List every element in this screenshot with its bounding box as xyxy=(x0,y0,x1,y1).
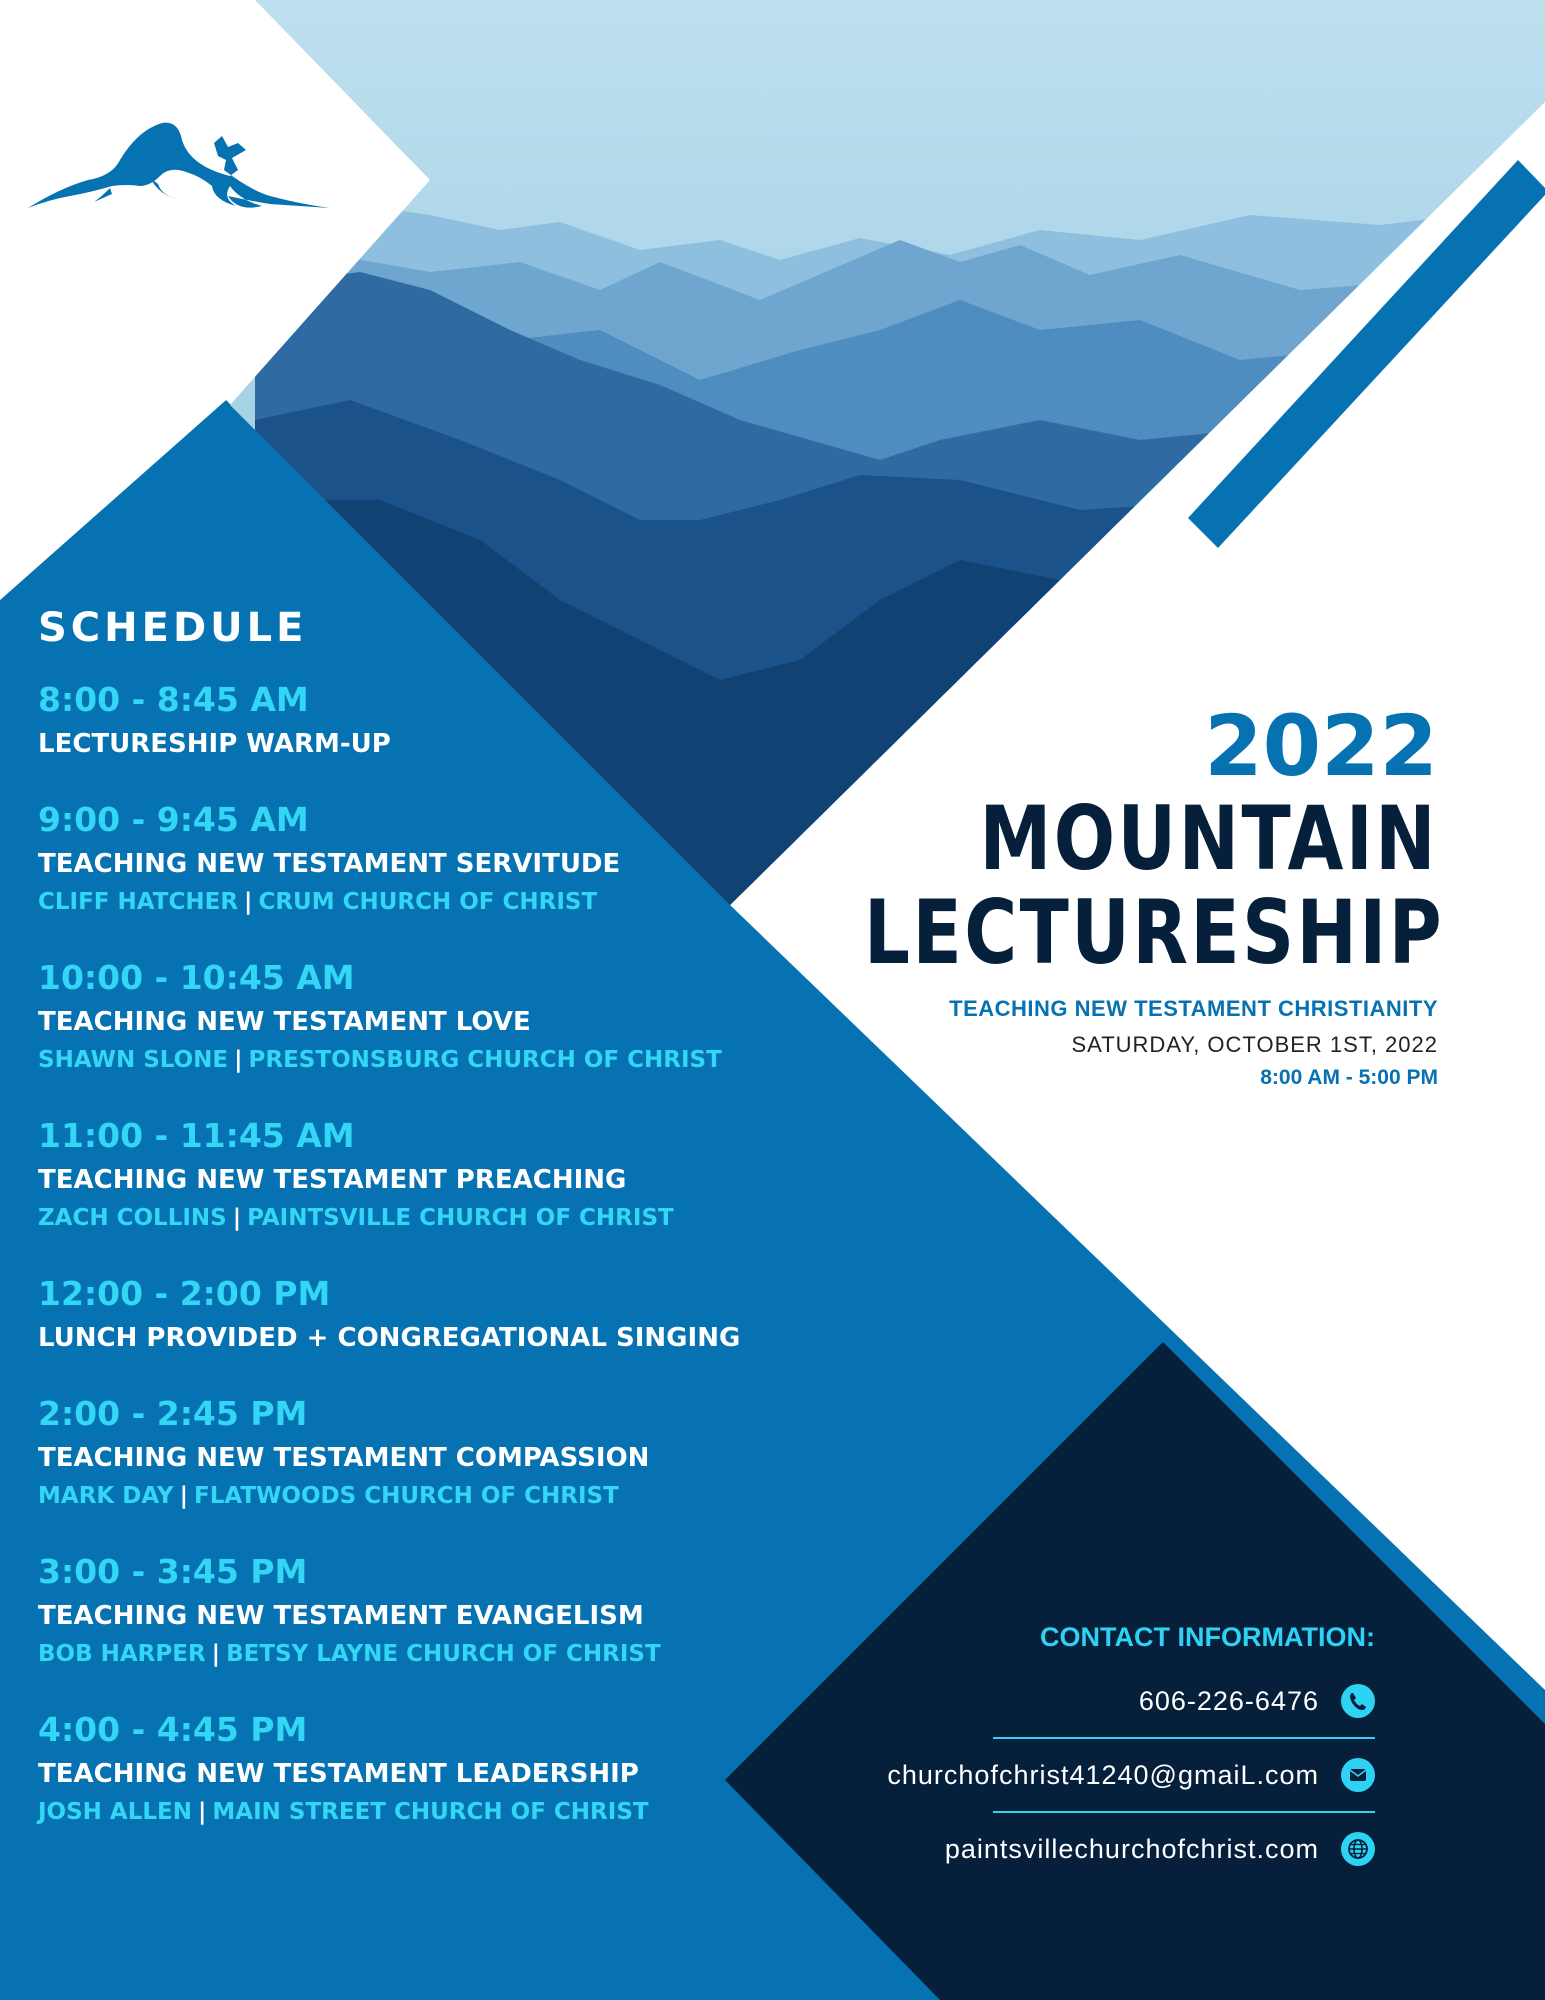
separator: | xyxy=(198,1799,207,1825)
contact-section xyxy=(815,1622,1375,1871)
schedule-slot xyxy=(38,1709,798,1829)
phone-icon xyxy=(1341,1684,1375,1718)
separator: | xyxy=(232,1205,242,1231)
slot-topic: TEACHING NEW TESTAMENT SERVITUDE xyxy=(38,849,621,879)
event-title-line1: MOUNTAIN xyxy=(979,787,1438,890)
schedule-slot xyxy=(38,1115,798,1235)
slot-speaker xyxy=(38,1201,798,1235)
speaker-name: CLIFF HATCHER xyxy=(38,889,239,915)
slot-topic: TEACHING NEW TESTAMENT PREACHING xyxy=(38,1165,627,1195)
slot-time: 9:00 - 9:45 AM xyxy=(38,800,309,839)
event-title-line2: LECTURESHIP xyxy=(864,881,1445,984)
slot-topic: LUNCH PROVIDED + CONGREGATIONAL SINGING xyxy=(38,1323,741,1353)
slot-time: 3:00 - 3:45 PM xyxy=(38,1552,308,1591)
event-hours: 8:00 AM - 5:00 PM xyxy=(1260,1066,1438,1089)
speaker-name: BOB HARPER xyxy=(38,1641,206,1667)
globe-icon xyxy=(1341,1832,1375,1866)
slot-speaker xyxy=(38,885,798,919)
slot-time: 11:00 - 11:45 AM xyxy=(38,1116,355,1155)
contact-divider xyxy=(993,1737,1375,1739)
slot-time: 12:00 - 2:00 PM xyxy=(38,1274,331,1313)
slot-speaker xyxy=(38,1637,798,1671)
schedule-slot xyxy=(38,1393,798,1513)
event-title-block xyxy=(738,697,1445,1090)
slot-topic: TEACHING NEW TESTAMENT LEADERSHIP xyxy=(38,1759,639,1789)
church-name: FLATWOODS CHURCH OF CHRIST xyxy=(193,1483,619,1509)
slot-speaker xyxy=(38,1479,798,1513)
contact-phone-row xyxy=(815,1679,1375,1723)
contact-heading: CONTACT INFORMATION: xyxy=(1040,1622,1375,1652)
schedule-slot xyxy=(38,679,798,761)
phone-number[interactable]: 606-226-6476 xyxy=(1138,1685,1319,1716)
schedule-slot xyxy=(38,1551,798,1671)
separator: | xyxy=(179,1483,188,1509)
church-name: CRUM CHURCH OF CHRIST xyxy=(258,889,598,915)
slot-time: 2:00 - 2:45 PM xyxy=(38,1394,308,1433)
separator: | xyxy=(234,1047,243,1073)
schedule-slot xyxy=(38,957,798,1077)
event-year: 2022 xyxy=(1204,697,1438,795)
separator: | xyxy=(244,889,253,915)
speaker-name: ZACH COLLINS xyxy=(38,1205,227,1231)
event-date: SATURDAY, OCTOBER 1ST, 2022 xyxy=(1071,1032,1438,1057)
email-address[interactable]: churchofchrist41240@gmaiL.com xyxy=(887,1759,1319,1790)
slot-speaker xyxy=(38,1043,798,1077)
contact-website-row xyxy=(815,1827,1375,1871)
speaker-name: JOSH ALLEN xyxy=(38,1799,193,1825)
event-subtitle: TEACHING NEW TESTAMENT CHRISTIANITY xyxy=(949,996,1438,1021)
church-name: PAINTSVILLE CHURCH OF CHRIST xyxy=(247,1205,674,1231)
church-name: PRESTONSBURG CHURCH OF CHRIST xyxy=(248,1047,722,1073)
church-name: BETSY LAYNE CHURCH OF CHRIST xyxy=(226,1641,661,1667)
schedule-section xyxy=(38,605,798,1867)
email-icon xyxy=(1341,1758,1375,1792)
schedule-slot xyxy=(38,1273,798,1355)
slot-time: 4:00 - 4:45 PM xyxy=(38,1710,308,1749)
slot-topic: TEACHING NEW TESTAMENT COMPASSION xyxy=(38,1443,650,1473)
slot-time: 10:00 - 10:45 AM xyxy=(38,958,355,997)
separator: | xyxy=(211,1641,221,1667)
slot-topic: TEACHING NEW TESTAMENT EVANGELISM xyxy=(38,1601,644,1631)
slot-time: 8:00 - 8:45 AM xyxy=(38,680,309,719)
schedule-heading: SCHEDULE xyxy=(38,605,308,651)
church-name: MAIN STREET CHURCH OF CHRIST xyxy=(212,1799,649,1825)
contact-divider xyxy=(993,1811,1375,1813)
website-url[interactable]: paintsvillechurchofchrist.com xyxy=(944,1833,1319,1864)
slot-topic: LECTURESHIP WARM-UP xyxy=(38,729,391,759)
speaker-name: SHAWN SLONE xyxy=(38,1047,229,1073)
contact-email-row xyxy=(815,1753,1375,1797)
schedule-slot xyxy=(38,799,798,919)
slot-topic: TEACHING NEW TESTAMENT LOVE xyxy=(38,1007,531,1037)
speaker-name: MARK DAY xyxy=(38,1483,174,1509)
slot-speaker xyxy=(38,1795,798,1829)
